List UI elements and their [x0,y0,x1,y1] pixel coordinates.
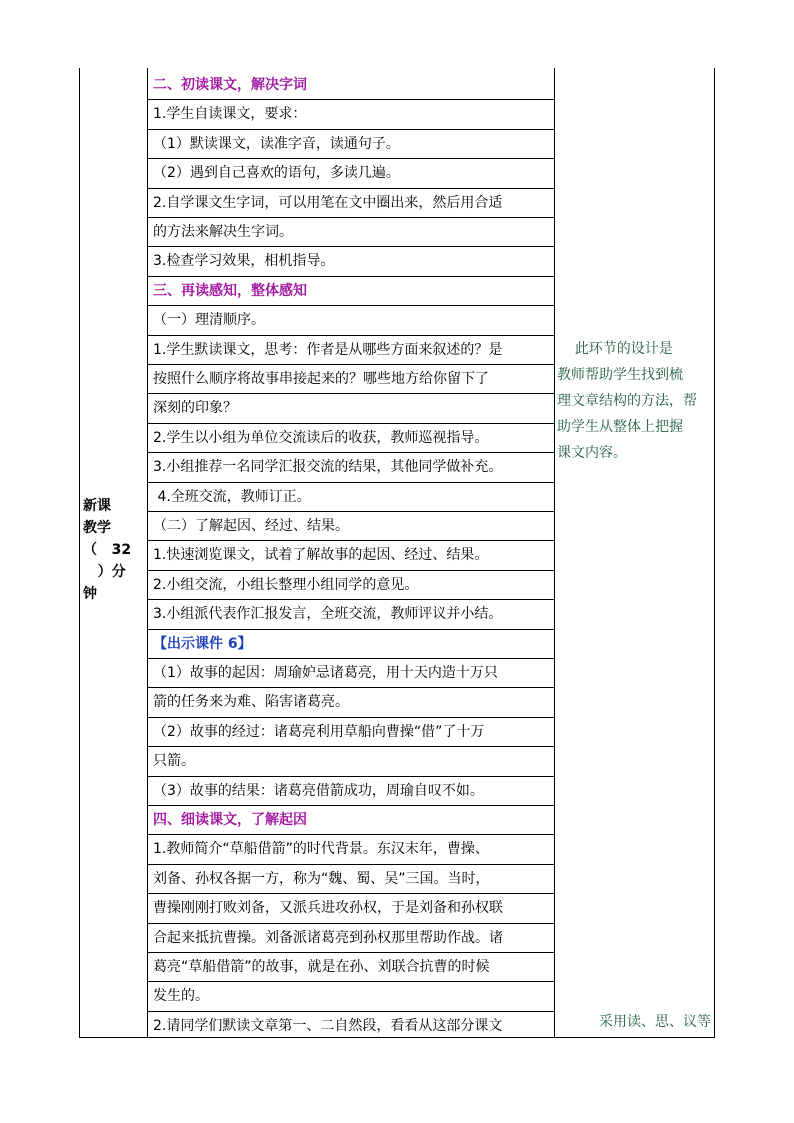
row-divider [147,423,554,424]
row-divider [147,217,554,218]
content-line: 2.学生以小组为单位交流读后的收获，教师巡视指导。 [153,429,489,446]
section-heading: 二、初读课文，解决字词 [153,77,307,93]
method-note [557,1009,711,1035]
row-divider [147,629,554,630]
row-divider [147,952,554,953]
row-divider [147,599,554,600]
content-line: （二）了解起因、经过、结果。 [153,518,349,534]
section-label-line: 教学 [83,520,111,536]
content-line: 箭的任务来为难、陷害诸葛亮。 [153,694,349,711]
method-note-line: 采用读、思、议等 [590,1014,711,1030]
design-note-line: 理文章结构的方法，帮 [557,393,697,409]
design-note-line: 教师帮助学生找到梳 [557,367,683,383]
content-line: 刘备、孙权各据一方，称为“魏、蜀、吴”三国。当时， [153,870,490,887]
row-divider [147,276,554,277]
content-line: 按照什么顺序将故事串接起来的？哪些地方给你留下了 [153,371,489,387]
row-divider [147,746,554,747]
row-divider [147,1011,554,1012]
row-divider [147,511,554,512]
content-line: （3）故事的结果：诸葛亮借箭成功，周瑜自叹不如。 [153,782,484,799]
row-divider [147,188,554,189]
content-line: 3.检查学习效果，相机指导。 [153,253,335,270]
table-divider-2 [554,68,555,1038]
row-divider [147,99,554,100]
section-heading: 三、再读感知，整体感知 [153,282,307,299]
row-divider [147,129,554,130]
content-line: 2.自学课文生字词，可以用笔在文中圈出来，然后用合适 [153,194,503,211]
table-border-left [79,68,80,1038]
design-note [557,336,711,466]
content-line: （1）默读课文，读准字音，读通句子。 [153,135,400,152]
row-divider [147,717,554,718]
row-divider [147,158,554,159]
row-divider [147,776,554,777]
content-line: 4.全班交流，教师订正。 [153,488,311,505]
content-line: 2.小组交流，小组长整理小组同学的意见。 [153,576,419,593]
lesson-table [79,68,715,1038]
content-line: 1.教师简介“草船借箭”的时代背景。东汉末年，曹操、 [153,841,489,858]
row-divider [147,805,554,806]
section-label-line: 钟 [83,586,97,602]
content-line: 葛亮“草船借箭”的故事，就是在孙、刘联合抗曹的时候 [153,959,490,975]
row-divider [147,570,554,571]
content-line: 只箭。 [153,753,195,770]
row-divider [147,393,554,394]
table-border-right [714,68,715,1038]
row-divider [147,864,554,865]
row-divider [147,246,554,247]
row-divider [147,687,554,688]
row-divider [147,834,554,835]
section-label-line: ）分 [83,564,126,580]
content-line: 合起来抵抗曹操。刘备派诸葛亮到孙权那里帮助作战。诸 [153,929,503,946]
content-line: 1.学生自读课文，要求： [153,106,307,123]
row-divider [147,452,554,453]
row-divider [147,364,554,365]
row-divider [147,923,554,924]
row-divider [147,658,554,659]
section-label-line: 新课 [83,498,111,514]
content-line: 2.请同学们默读文章第一、二自然段，看看从这部分课文 [153,1017,503,1034]
content-line: 的方法来解决生字词。 [153,224,293,240]
section-heading: 四、细读课文，了解起因 [153,812,307,828]
design-note-line: 助学生从整体上把握 [557,419,683,435]
row-divider [147,540,554,541]
content-line: 曹操刚刚打败刘备，又派兵进攻孙权，于是刘备和孙权联 [153,900,503,917]
row-divider [147,482,554,483]
content-line: （2）遇到自己喜欢的语句，多读几遍。 [153,165,400,182]
section-label [83,495,143,605]
design-note-line: 此环节的设计是 [557,341,673,357]
content-line: 1.学生默读课文，思考：作者是从哪些方面来叙述的？是 [153,341,503,358]
content-line: （1）故事的起因：周瑜妒忌诸葛亮，用十天内造十万只 [153,665,498,681]
row-divider [147,335,554,336]
content-line: 3.小组派代表作汇报发言，全班交流，教师评议并小结。 [153,606,503,623]
content-line: 3.小组推荐一名同学汇报交流的结果，其他同学做补充。 [153,459,503,476]
row-divider [147,981,554,982]
row-divider [147,893,554,894]
content-line: 发生的。 [153,988,209,1005]
design-note-line: 课文内容。 [557,445,627,461]
section-label-line: （ 32 [83,542,132,558]
content-line: 1.快速浏览课文，试着了解故事的起因、经过、结果。 [153,547,489,564]
content-line: （2）故事的经过：诸葛亮利用草船向曹操“借”了十万 [153,723,485,740]
row-divider [147,305,554,306]
content-line: 【出示课件 6】 [153,635,252,652]
content-line: （一）理清顺序。 [153,312,265,329]
content-line: 深刻的印象？ [153,400,237,417]
